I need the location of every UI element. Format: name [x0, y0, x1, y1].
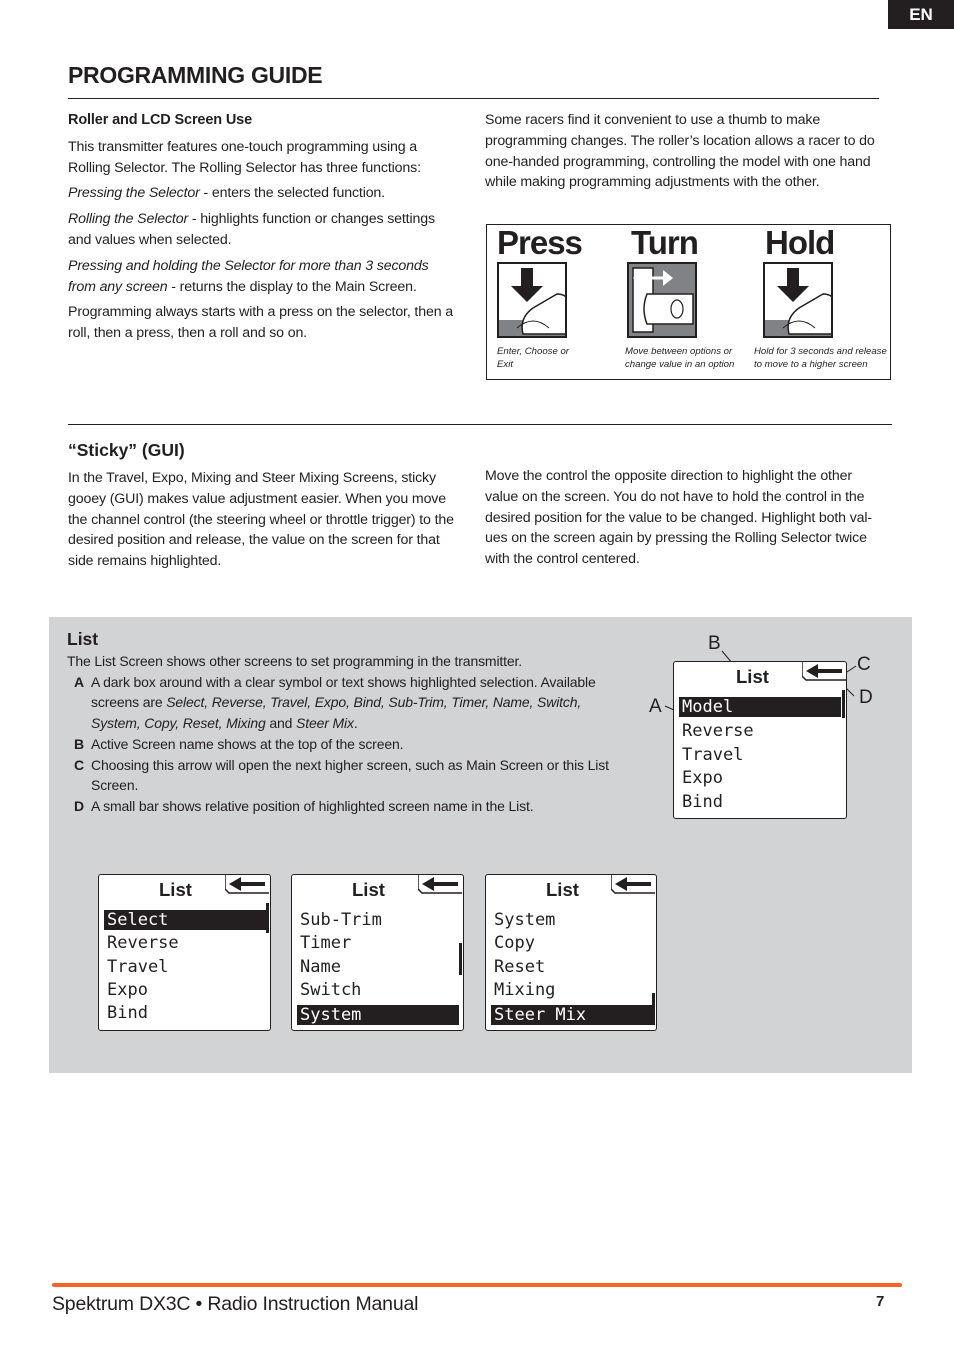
definition-b-letter: B [74, 735, 84, 752]
sticky-heading: “Sticky” (GUI) [68, 440, 185, 460]
definition-a [67, 672, 622, 734]
definition-a-text: A dark box around with a clear symbol or text shows highlighted selection. Available screens are [91, 673, 596, 711]
lcd-list-item[interactable]: Name [300, 957, 341, 977]
callout-d: D [859, 687, 873, 708]
lcd-list-item[interactable]: Bind [682, 792, 723, 812]
roller-left-column [68, 110, 460, 349]
list-heading: List [67, 629, 99, 649]
scroll-position-bar [459, 943, 462, 975]
function-press [68, 183, 460, 204]
finger-hold-icon [763, 262, 833, 338]
press-label: Press [497, 224, 582, 261]
lcd-list-item[interactable]: Copy [494, 933, 535, 953]
definition-a-end: . [353, 715, 358, 732]
definition-d-letter: D [74, 797, 84, 814]
function-press-text: - enters the selected function. [199, 185, 385, 202]
press-caption: Enter, Choose or Exit [497, 346, 569, 370]
definition-d-text: A small bar shows relative position of highlighted screen name in the List. [91, 797, 534, 814]
lcd-screen-page-2 [291, 874, 464, 1031]
lcd-list-item[interactable]: Select [104, 910, 266, 930]
lcd-list-item[interactable]: System [494, 910, 556, 930]
back-arrow-icon[interactable] [611, 875, 655, 897]
back-arrow-icon[interactable] [418, 875, 462, 897]
definition-a-letter: A [74, 673, 84, 690]
lcd-title: List [352, 879, 385, 900]
lcd-list-item[interactable]: Travel [107, 957, 169, 977]
hold-label: Hold [765, 224, 835, 261]
definition-c-letter: C [74, 756, 84, 773]
lcd-list-item[interactable]: Reverse [682, 721, 754, 741]
function-roll-term: Rolling the Selector [68, 211, 189, 228]
lcd-list-item[interactable]: Timer [300, 933, 352, 953]
definition-b-text: Active Screen name shows at the top of the screen. [91, 735, 404, 752]
roller-right-text: Some racers find it convenient to use a thumb to make programming changes. The roller’s location allows a racer to do one-handed programming, controlling the model with one hand while making programming adjustments with the other. [485, 112, 875, 191]
lcd-screen-page-1 [98, 874, 271, 1031]
back-arrow-icon[interactable] [225, 875, 269, 897]
title-divider [68, 98, 879, 99]
definition-c [67, 755, 622, 796]
section-divider [68, 424, 892, 425]
lcd-list-item[interactable]: Switch [300, 980, 362, 1000]
definition-a-and: and [265, 715, 297, 732]
scroll-position-bar [266, 903, 269, 933]
footer-title: Spektrum DX3C • Radio Instruction Manual [52, 1293, 419, 1315]
function-hold-term: Pressing and holding the Selector for more than 3 seconds from any screen [68, 257, 429, 295]
lcd-screen-annotated [673, 661, 847, 819]
lcd-list-item[interactable]: Bind [107, 1003, 148, 1023]
lcd-list-item[interactable]: Mixing [494, 980, 556, 1000]
function-roll [68, 209, 460, 251]
lcd-list-item[interactable]: Model [679, 697, 841, 717]
lcd-list-item[interactable]: Steer Mix [491, 1005, 653, 1025]
turn-caption: Move between options or change value in an option [625, 346, 735, 370]
hold-caption: Hold for 3 seconds and release to move to a higher screen [754, 346, 887, 370]
function-hold [68, 256, 460, 298]
list-intro: The List Screen shows other screens to set programming in the transmitter. [67, 653, 522, 669]
press-turn-hold-figure [486, 224, 891, 380]
footer-accent-bar [52, 1283, 902, 1287]
definition-a-last: Steer Mix [296, 715, 354, 732]
lcd-title: List [546, 879, 579, 900]
finger-press-icon [497, 262, 567, 338]
roller-heading: Roller and LCD Screen Use [68, 112, 252, 128]
lcd-list-item[interactable]: Reset [494, 957, 546, 977]
page-title: PROGRAMMING GUIDE [68, 62, 323, 88]
lcd-title: List [159, 879, 192, 900]
page-number: 7 [876, 1293, 885, 1310]
back-arrow-icon[interactable] [802, 662, 846, 684]
lcd-list-item[interactable]: Sub-Trim [300, 910, 382, 930]
callout-a: A [649, 696, 662, 717]
callout-c: C [857, 654, 871, 675]
lcd-title: List [736, 666, 769, 687]
function-roll-text: - highlights function or changes settings and values when selected. [68, 211, 435, 248]
lcd-list-item[interactable]: Expo [107, 980, 148, 1000]
lcd-list-item[interactable]: Reverse [107, 933, 179, 953]
thumb-roll-icon [627, 262, 697, 338]
language-tab: EN [888, 0, 954, 29]
lcd-list-item[interactable]: Expo [682, 768, 723, 788]
definition-b [67, 734, 622, 755]
lcd-screen-page-3 [485, 874, 657, 1031]
list-definitions [67, 651, 622, 817]
scroll-position-bar [842, 690, 845, 718]
definition-c-text: Choosing this arrow will open the next higher screen, such as Main Screen or this List Screen. [91, 756, 609, 794]
function-hold-text: - returns the display to the Main Screen. [167, 278, 417, 295]
callout-b: B [708, 633, 721, 654]
sticky-left-text: In the Travel, Expo, Mixing and Steer Mixing Screens, sticky gooey (GUI) makes value adjustment easier. When you move the channel control (the steering wheel or throttle trigger) to the desired position and release, the value on the screen for that side remains highlighted. [68, 470, 454, 570]
roller-intro: This transmitter features one-touch programming using a Rolling Selector. The Rolling Selector has three functions: [68, 138, 421, 176]
lcd-list-item[interactable]: Travel [682, 745, 744, 765]
definition-a-items: Select, Reverse, Travel, Expo, Bind, Sub-Trim, Timer, Name, Switch, System, Copy, Reset, Mixing [91, 694, 582, 732]
definition-d [67, 796, 622, 817]
turn-label: Turn [631, 224, 698, 261]
lcd-list-item[interactable]: System [297, 1005, 459, 1025]
function-press-term: Pressing the Selector [68, 185, 200, 202]
sticky-right-text: Move the control the opposite direction to highlight the other value on the screen. You do not have to hold the control in the desired position for the value to be changed. Highlight both val-ues on the screen again by pressing the Rolling Selector twice with the control centered. [485, 468, 872, 568]
programming-sequence: Programming always starts with a press on the selector, then a roll, then a press, then a roll and so on. [68, 304, 453, 342]
